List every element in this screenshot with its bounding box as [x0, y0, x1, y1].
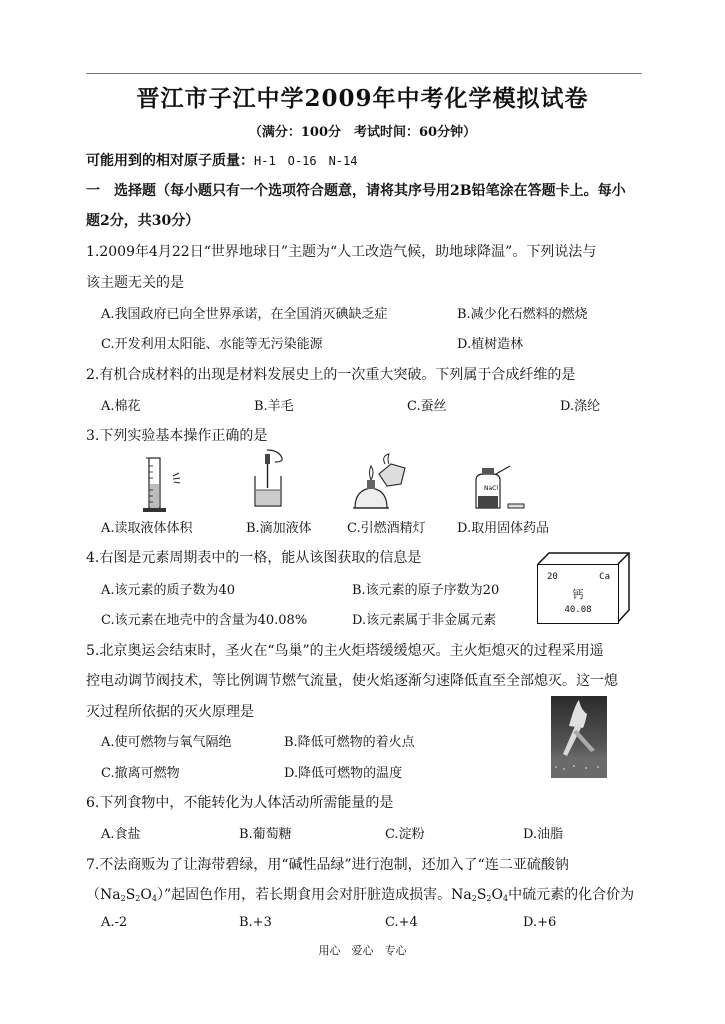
q2-option-a: A.棉花	[101, 399, 141, 414]
q4-option-b: B.该元素的原子序数为20	[352, 583, 500, 598]
q4-stem: 4.右图是元素周期表中的一格，能从该图获取的信息是	[86, 550, 422, 566]
graduated-cylinder-figure	[140, 454, 192, 514]
q5-option-b: B.降低可燃物的着火点	[284, 735, 415, 750]
element-symbol: Ca	[599, 572, 610, 582]
element-atomic-number: 20	[547, 572, 558, 582]
header-rule	[86, 73, 642, 74]
q1-option-b: B.减少化石燃料的燃烧	[457, 307, 588, 322]
q1-stem-line2: 该主题无关的是	[86, 275, 184, 291]
periodic-table-cell	[537, 552, 629, 624]
element-cell-face	[537, 564, 619, 624]
q5-option-a: A.使可燃物与氧气隔绝	[101, 735, 232, 750]
q3-option-c: C.引燃酒精灯	[347, 521, 426, 536]
q2-option-c: C.蚕丝	[407, 399, 447, 414]
q7-formula2-s: S	[476, 887, 487, 903]
atomic-mass-label: 可能用到的相对原子质量：	[86, 153, 254, 169]
q6-option-a: A.食盐	[101, 827, 141, 842]
q7-formula-o: O	[140, 887, 152, 903]
dropper-beaker-figure	[243, 448, 295, 514]
q7-formula2-sub3: 4	[503, 894, 509, 903]
q2-stem: 2.有机合成材料的出现是材料发展史上的一次重大突破。下列属于合成纤维的是	[86, 367, 576, 383]
q7-option-b: B.+3	[239, 915, 272, 930]
q5-option-c: C.撤离可燃物	[101, 766, 180, 781]
q7-stem-end: 中硫元素的化合价为	[508, 887, 635, 903]
q7-formula2-sub1: 2	[471, 894, 477, 903]
q7-option-c: C.+4	[385, 915, 418, 930]
q4-option-a: A.该元素的质子数为40	[101, 583, 236, 598]
q5-stem-line3: 灭过程所依据的灭火原理是	[86, 704, 254, 720]
section-heading-line1: 一 选择题（每小题只有一个选项符合题意，请将其序号用2B铅笔涂在答题卡上。每小	[86, 183, 626, 199]
element-name: 钙	[572, 588, 584, 601]
q7-formula-sub2: 2	[135, 894, 141, 903]
q2-option-d: D.涤纶	[560, 399, 601, 414]
q6-stem: 6.下列食物中，不能转化为人体活动所需能量的是	[86, 795, 394, 811]
q3-option-d: D.取用固体药品	[457, 521, 550, 536]
page-title: 晋江市子江中学2009年中考化学模拟试卷	[136, 85, 589, 112]
q4-option-c: C.该元素在地壳中的含量为40.08%	[101, 613, 308, 628]
torch-photo	[551, 696, 607, 778]
q7-stem-line1: 7.不法商贩为了让海带碧绿，用“碱性品绿”进行泡制，还加入了“连二亚硫酸钠	[86, 857, 569, 873]
q3-option-a: A.读取液体体积	[101, 521, 193, 536]
q7-stem-line2	[86, 884, 634, 904]
alcohol-lamp-figure	[345, 452, 411, 514]
q7-formula-open: （Na	[86, 887, 121, 903]
q5-option-d: D.降低可燃物的温度	[284, 766, 403, 781]
q7-option-d: D.+6	[523, 915, 557, 930]
section-heading-line2: 题2分，共30分）	[86, 213, 200, 229]
page-footer: 用心 爱心 专心	[318, 944, 407, 957]
q6-option-d: D.油脂	[523, 827, 564, 842]
q7-stem-middle: ）”起固色作用，若长期食用会对肝脏造成损害。Na	[156, 887, 472, 903]
q6-option-b: B.葡萄糖	[239, 827, 292, 842]
element-atomic-mass: 40.08	[564, 605, 592, 615]
atomic-mass-line	[86, 150, 357, 170]
q1-option-c: C.开发利用太阳能、水能等无污染能源	[101, 337, 323, 352]
atomic-mass-values: H-1 O-16 N-14	[254, 154, 358, 168]
q1-stem-line1: 1.2009年4月22日“世界地球日”主题为“人工改造气候，助地球降温”。下列说法与	[86, 244, 597, 260]
q4-option-d: D.该元素属于非金属元素	[352, 613, 497, 628]
q1-option-d: D.植树造林	[457, 337, 524, 352]
q3-stem: 3.下列实验基本操作正确的是	[86, 428, 268, 444]
q6-option-c: C.淀粉	[385, 827, 425, 842]
exam-info: （满分：100分 考试时间：60分钟）	[248, 125, 477, 140]
q7-formula-sub3: 4	[151, 894, 157, 903]
q1-option-a: A.我国政府已向全世界承诺，在全国消灭碘缺乏症	[101, 307, 388, 322]
q7-formula-sub1: 2	[120, 894, 126, 903]
q7-formula-s: S	[125, 887, 136, 903]
q5-stem-line2: 控电动调节阀技术，等比例调节燃气流量，使火焰逐渐匀速降低直至全部熄灭。这一熄	[86, 673, 618, 689]
q5-stem-line1: 5.北京奥运会结束时，圣火在“鸟巢”的主火炬塔缓缓熄灭。主火炬熄灭的过程采用遥	[86, 643, 604, 659]
solid-reagent-figure	[470, 460, 530, 514]
jar-label: NaCl	[484, 485, 499, 492]
q7-formula2-o: O	[491, 887, 503, 903]
q7-option-a: A.-2	[101, 915, 128, 930]
q7-formula2-sub2: 2	[486, 894, 492, 903]
q3-option-b: B.滴加液体	[246, 521, 312, 536]
q2-option-b: B.羊毛	[254, 399, 294, 414]
